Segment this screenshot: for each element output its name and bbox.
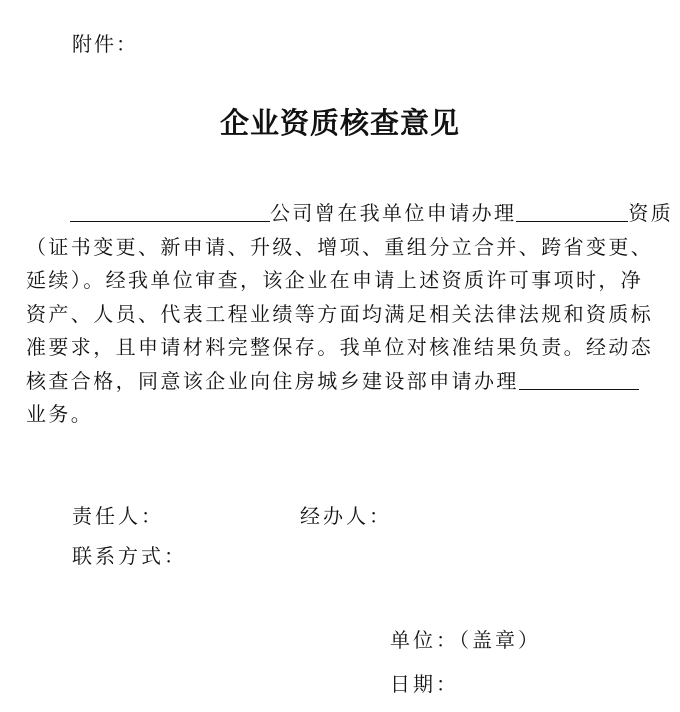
- paragraph-line-1-text-b: 资质: [628, 201, 674, 225]
- paragraph-line-1-text-a: 公司曾在我单位申请办理: [270, 201, 517, 225]
- paragraph-line-1: [26, 197, 674, 231]
- attachment-label: 附件：: [72, 32, 138, 56]
- paragraph-line-7: 业务。: [26, 402, 94, 426]
- paragraph-line-6: [26, 365, 658, 399]
- paragraph-line-3: 延续）。经我单位审查，该企业在申请上述资质许可事项时，净: [26, 268, 644, 292]
- contact-label: 联系方式：: [72, 544, 187, 568]
- qualification-blank: [516, 199, 628, 222]
- paragraph-line-4: 资产、人员、代表工程业绩等方面均满足相关法律法规和资质标: [26, 301, 654, 326]
- handler-label: 经办人：: [300, 504, 392, 528]
- business-blank: [519, 367, 639, 390]
- document-title: 企业资质核查意见: [219, 106, 460, 140]
- company-name-blank: [70, 199, 270, 222]
- paragraph-line-6-text: 核查合格，同意该企业向住房城乡建设部申请办理: [26, 368, 519, 393]
- opinion-paragraph: [26, 197, 674, 432]
- unit-seal-label: 单位：（盖章）: [390, 628, 541, 652]
- responsible-person-label: 责任人：: [72, 504, 164, 528]
- paragraph-line-5: 准要求，且申请材料完整保存。我单位对核准结果负责。经动态: [26, 335, 654, 359]
- date-label: 日期：: [390, 672, 459, 696]
- paragraph-line-2: （证书变更、新申请、升级、增项、重组分立合并、跨省变更、: [26, 234, 654, 259]
